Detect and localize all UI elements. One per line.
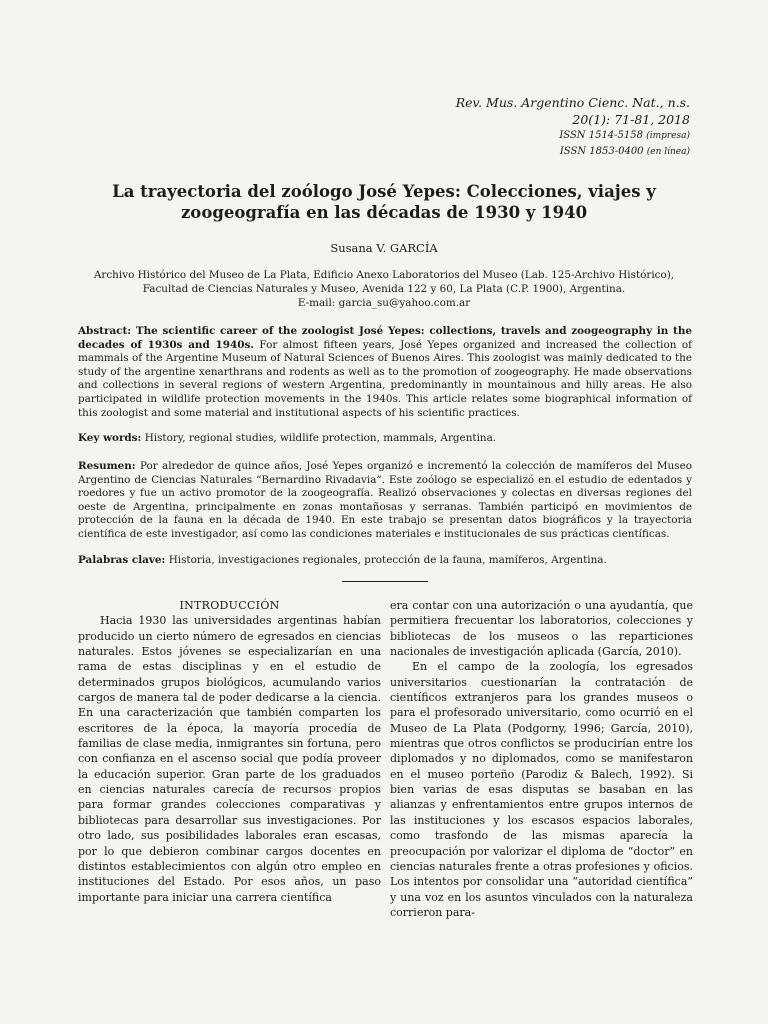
section-heading-introduccion: INTRODUCCIÓN [179,599,280,612]
body-column-right [390,598,693,920]
resumen [78,460,692,542]
body-paragraph: era contar con una autorización o una ayudantía, que permitiera frecuentar los laboratorios, colecciones y bibliotecas de los museos o las reparticiones nacionales de investigación aplicada (García, 2010). [390,599,693,659]
issn-print: ISSN 1514-5158 (impresa) [559,130,690,141]
issn-online: ISSN 1853-0400 (en línea) [559,146,690,157]
body-paragraph: En el campo de la zoología, los egresados universitarios cuestionarían la contratación de científicos extranjeros para los grandes museos o para el profesorado universitario, como ocurrió en el Museo de La Plata (Podgorny, 1996; García, 2010), mientras que otros conflictos se producirían entre los diplomados y no diplomados, como se manifestaron en el museo porteño (Parodiz & Balech, 1992). Si bien varias de esas disputas se basaban en las alianzas y enfrentamientos entre grupos internos de las instituciones y los escasos espacios laborales, como trasfondo de las mismas aparecía la preocupación por valorizar el diploma de “doctor” en ciencias naturales frente a otras profesiones y oficios. Los intentos por consolidar una “autoridad científica” y una voz en los asuntos vinculados con la naturaleza corrieron para- [390,660,693,919]
keywords-text: History, regional studies, wildlife protection, mammals, Argentina. [144,432,497,444]
resumen-text: Por alrededor de quince años, José Yepes organizó e incrementó la colección de mamíferos del Museo Argentino de Ciencias Naturales “Bernardino Rivadavia”. Este zoólogo se especializó en el estudio de edentados y roedores y fue un activo promotor de la zoogeografía. Realizó observaciones y colectas en diversas regiones del oeste de Argentina, principalmente en zonas montañosas y serranas. También participó en movimientos de protección de la fauna en la década de 1940. En este trabajo se presentan datos biográficos y la trayectoria científica de este investigador, así como las condiciones materiales e institucionales de sus prácticas científicas. [78,460,692,540]
author-affiliation [78,268,690,310]
affiliation-line1: Archivo Histórico del Museo de La Plata, Edificio Anexo Laboratorios del Museo (Lab. 125-Archivo Histórico), [93,269,675,281]
abstract-text: For almost fifteen years, José Yepes organized and increased the collection of mammals of the Argentine Museum of Natural Sciences of Buenos Aires. This zoologist was mainly dedicated to the study of the argentine xenarthrans and rodents as well as to the promotion of zoogeography. He made observations and collections in several regions of western Argentina, predominantly in mountainous and hilly areas. He also participated in wildlife protection movements in the 1940s. This article relates some biographical information of this zoologist and some material and institutional aspects of his scientific practices. [78,338,692,419]
keywords-label: Key words: [78,432,142,444]
author-name: Susana V. GARCÍA [330,241,438,255]
palabras-label: Palabras clave: [78,554,166,566]
journal-header [456,94,690,160]
section-divider [342,581,428,582]
author-email: E-mail: garcia_su@yahoo.com.ar [297,297,471,309]
palabras-text: Historia, investigaciones regionales, protección de la fauna, mamíferos, Argentina. [168,554,607,566]
palabras-clave [78,554,692,568]
body-column-left [78,598,381,905]
affiliation-line2: Facultad de Ciencias Naturales y Museo, Avenida 122 y 60, La Plata (C.P. 1900), Argentina. [142,283,626,295]
resumen-label: Resumen: [78,460,136,472]
article-title: La trayectoria del zoólogo José Yepes: Colecciones, viajes y zoogeografía en las décadas de 1930 y 1940 [112,182,656,222]
journal-citation-line2: 20(1): 71-81, 2018 [572,112,690,127]
abstract-label: Abstract: The scientific career of the zoologist José Yepes: collections, travels and zoogeography in the decades of 1930s and 1940s. [78,325,692,351]
body-paragraph: Hacia 1930 las universidades argentinas habían producido un cierto número de egresados en ciencias naturales. Estos jóvenes se especializarían en una rama de estas disciplinas y en el estudio de determinados grupos biológicos, acumulando varios cargos de manera tal de poder dedicarse a la ciencia. En una caracterización que también comparten los escritores de la época, la mayoría procedía de familias de clase media, inmigrantes sin fortuna, pero con confianza en el ascenso social que podía proveer la educación superior. Gran parte de los graduados en ciencias naturales carecía de recursos propios para formar grandes colecciones comparativas y bibliotecas para desarrollar sus investigaciones. Por otro lado, sus posibilidades laborales eran escasas, por lo que debieron combinar cargos docentes en distintos establecimientos con algún otro empleo en instituciones del Estado. Por esos años, un paso importante para iniciar una carrera científica [78,614,381,904]
journal-citation-line1: Rev. Mus. Argentino Cienc. Nat., n.s. [455,95,690,110]
abstract [78,325,692,420]
keywords [78,432,692,446]
